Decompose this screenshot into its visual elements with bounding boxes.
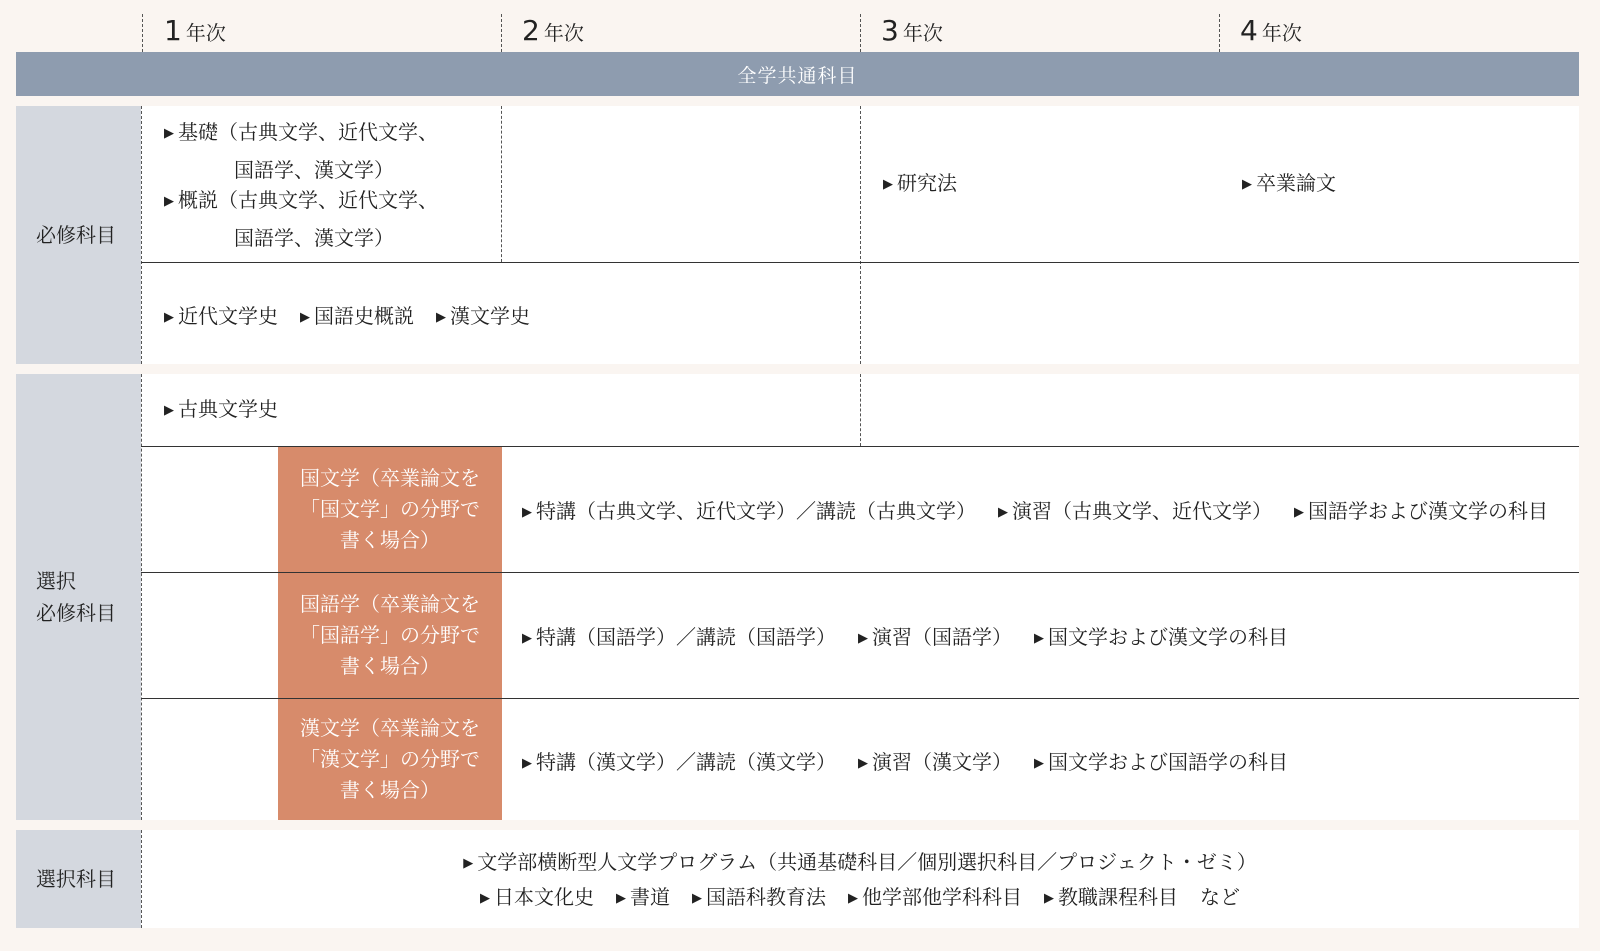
elective-required-label-line2: 必修科目 [36,601,116,625]
year-number: 2 [522,14,540,47]
arrow-icon: ▶ [436,310,446,325]
elective-required-label [16,374,141,820]
arrow-icon: ▶ [848,891,858,906]
year-divider [860,14,861,52]
arrow-icon: ▶ [1044,891,1054,906]
common-subjects-bar: 全学共通科目 [16,52,1579,96]
list-item: ▶ 他学部他学科科目 [848,885,1022,909]
year-unit: 年次 [902,21,943,45]
list-item: ▶ 国語科教育法 [692,885,826,909]
elective-suffix: など [1200,885,1240,909]
list-item: ▶ 国語史概説 [300,304,414,328]
track-label-kokubungaku: 国文学（卒業論文を 「国文学」の分野で 書く場合） [278,447,502,572]
arrow-icon: ▶ [883,177,893,192]
arrow-icon: ▶ [616,891,626,906]
list-item: ▶ 特講（古典文学、近代文学）／講読（古典文学） [522,499,976,523]
year-3-header [881,14,943,48]
list-item: ▶ 国文学および漢文学の科目 [1034,625,1288,649]
year-number: 1 [164,14,182,47]
history-courses [164,299,552,337]
elective-line-1: ▶ 文学部横断型人文学プログラム（共通基礎科目／個別選択科目／プロジェクト・ゼミ） [463,850,1257,874]
arrow-icon: ▶ [164,403,174,418]
list-item: ▶ 国文学および国語学の科目 [1034,750,1288,774]
arrow-icon: ▶ [300,310,310,325]
track-courses-kokugogaku [522,620,1310,658]
list-item: ▶ 演習（古典文学、近代文学） [998,499,1272,523]
overview-course: ▶ 概説（古典文学、近代文学、 国語学、漢文学） [164,188,438,250]
year-1-header [164,14,226,48]
year-2-header [522,14,584,48]
year-unit: 年次 [543,21,584,45]
list-item: ▶ 演習（国語学） [858,625,1012,649]
arrow-icon: ▶ [164,126,174,141]
thesis-course: ▶ 卒業論文 [1242,171,1336,195]
list-item: ▶ 特講（漢文学）／講読（漢文学） [522,750,836,774]
list-item: ▶ 書道 [616,885,670,909]
classic-history-course: ▶ 古典文学史 [164,397,278,421]
elective-label [16,830,141,928]
arrow-icon: ▶ [522,505,532,520]
column-divider [860,106,861,364]
arrow-icon: ▶ [463,856,474,871]
arrow-icon: ▶ [1294,505,1304,520]
year-divider [1219,14,1220,52]
year-number: 4 [1240,14,1258,47]
arrow-icon: ▶ [164,310,174,325]
year-unit: 年次 [1261,21,1302,45]
column-divider [141,374,142,820]
required-label-text: 必修科目 [36,223,116,247]
basics-course: ▶ 基礎（古典文学、近代文学、 国語学、漢文学） [164,120,438,182]
arrow-icon: ▶ [522,756,532,771]
column-divider [141,106,142,364]
arrow-icon: ▶ [692,891,702,906]
arrow-icon: ▶ [858,756,868,771]
arrow-icon: ▶ [858,631,868,646]
track-courses-kokubungaku [522,494,1548,532]
year-divider [142,14,143,52]
list-item: ▶ 漢文学史 [436,304,530,328]
column-divider [501,106,502,262]
arrow-icon: ▶ [164,194,174,209]
year-4-header [1240,14,1302,48]
row-divider [141,262,1579,263]
elective-required-label-line1: 選択 [36,569,76,593]
arrow-icon: ▶ [998,505,1008,520]
research-methods-course: ▶ 研究法 [883,171,957,195]
arrow-icon: ▶ [480,891,490,906]
list-item: ▶ 特講（国語学）／講読（国語学） [522,625,836,649]
year-unit: 年次 [185,21,226,45]
year-divider [501,14,502,52]
elective-line-2 [141,880,1579,918]
required-label [16,106,141,364]
arrow-icon: ▶ [522,631,532,646]
list-item: ▶ 国語学および漢文学の科目 [1294,499,1548,523]
track-label-kokugogaku: 国語学（卒業論文を 「国語学」の分野で 書く場合） [278,573,502,698]
list-item: ▶ 日本文化史 [480,885,594,909]
arrow-icon: ▶ [1242,177,1252,192]
arrow-icon: ▶ [1034,756,1044,771]
year-number: 3 [881,14,899,47]
column-divider [860,374,861,446]
list-item: ▶ 教職課程科目 [1044,885,1178,909]
list-item: ▶ 近代文学史 [164,304,278,328]
track-courses-kanbungaku [522,745,1310,783]
list-item: ▶ 演習（漢文学） [858,750,1012,774]
arrow-icon: ▶ [1034,631,1044,646]
elective-label-text: 選択科目 [36,867,116,891]
track-label-kanbungaku: 漢文学（卒業論文を 「漢文学」の分野で 書く場合） [278,699,502,820]
